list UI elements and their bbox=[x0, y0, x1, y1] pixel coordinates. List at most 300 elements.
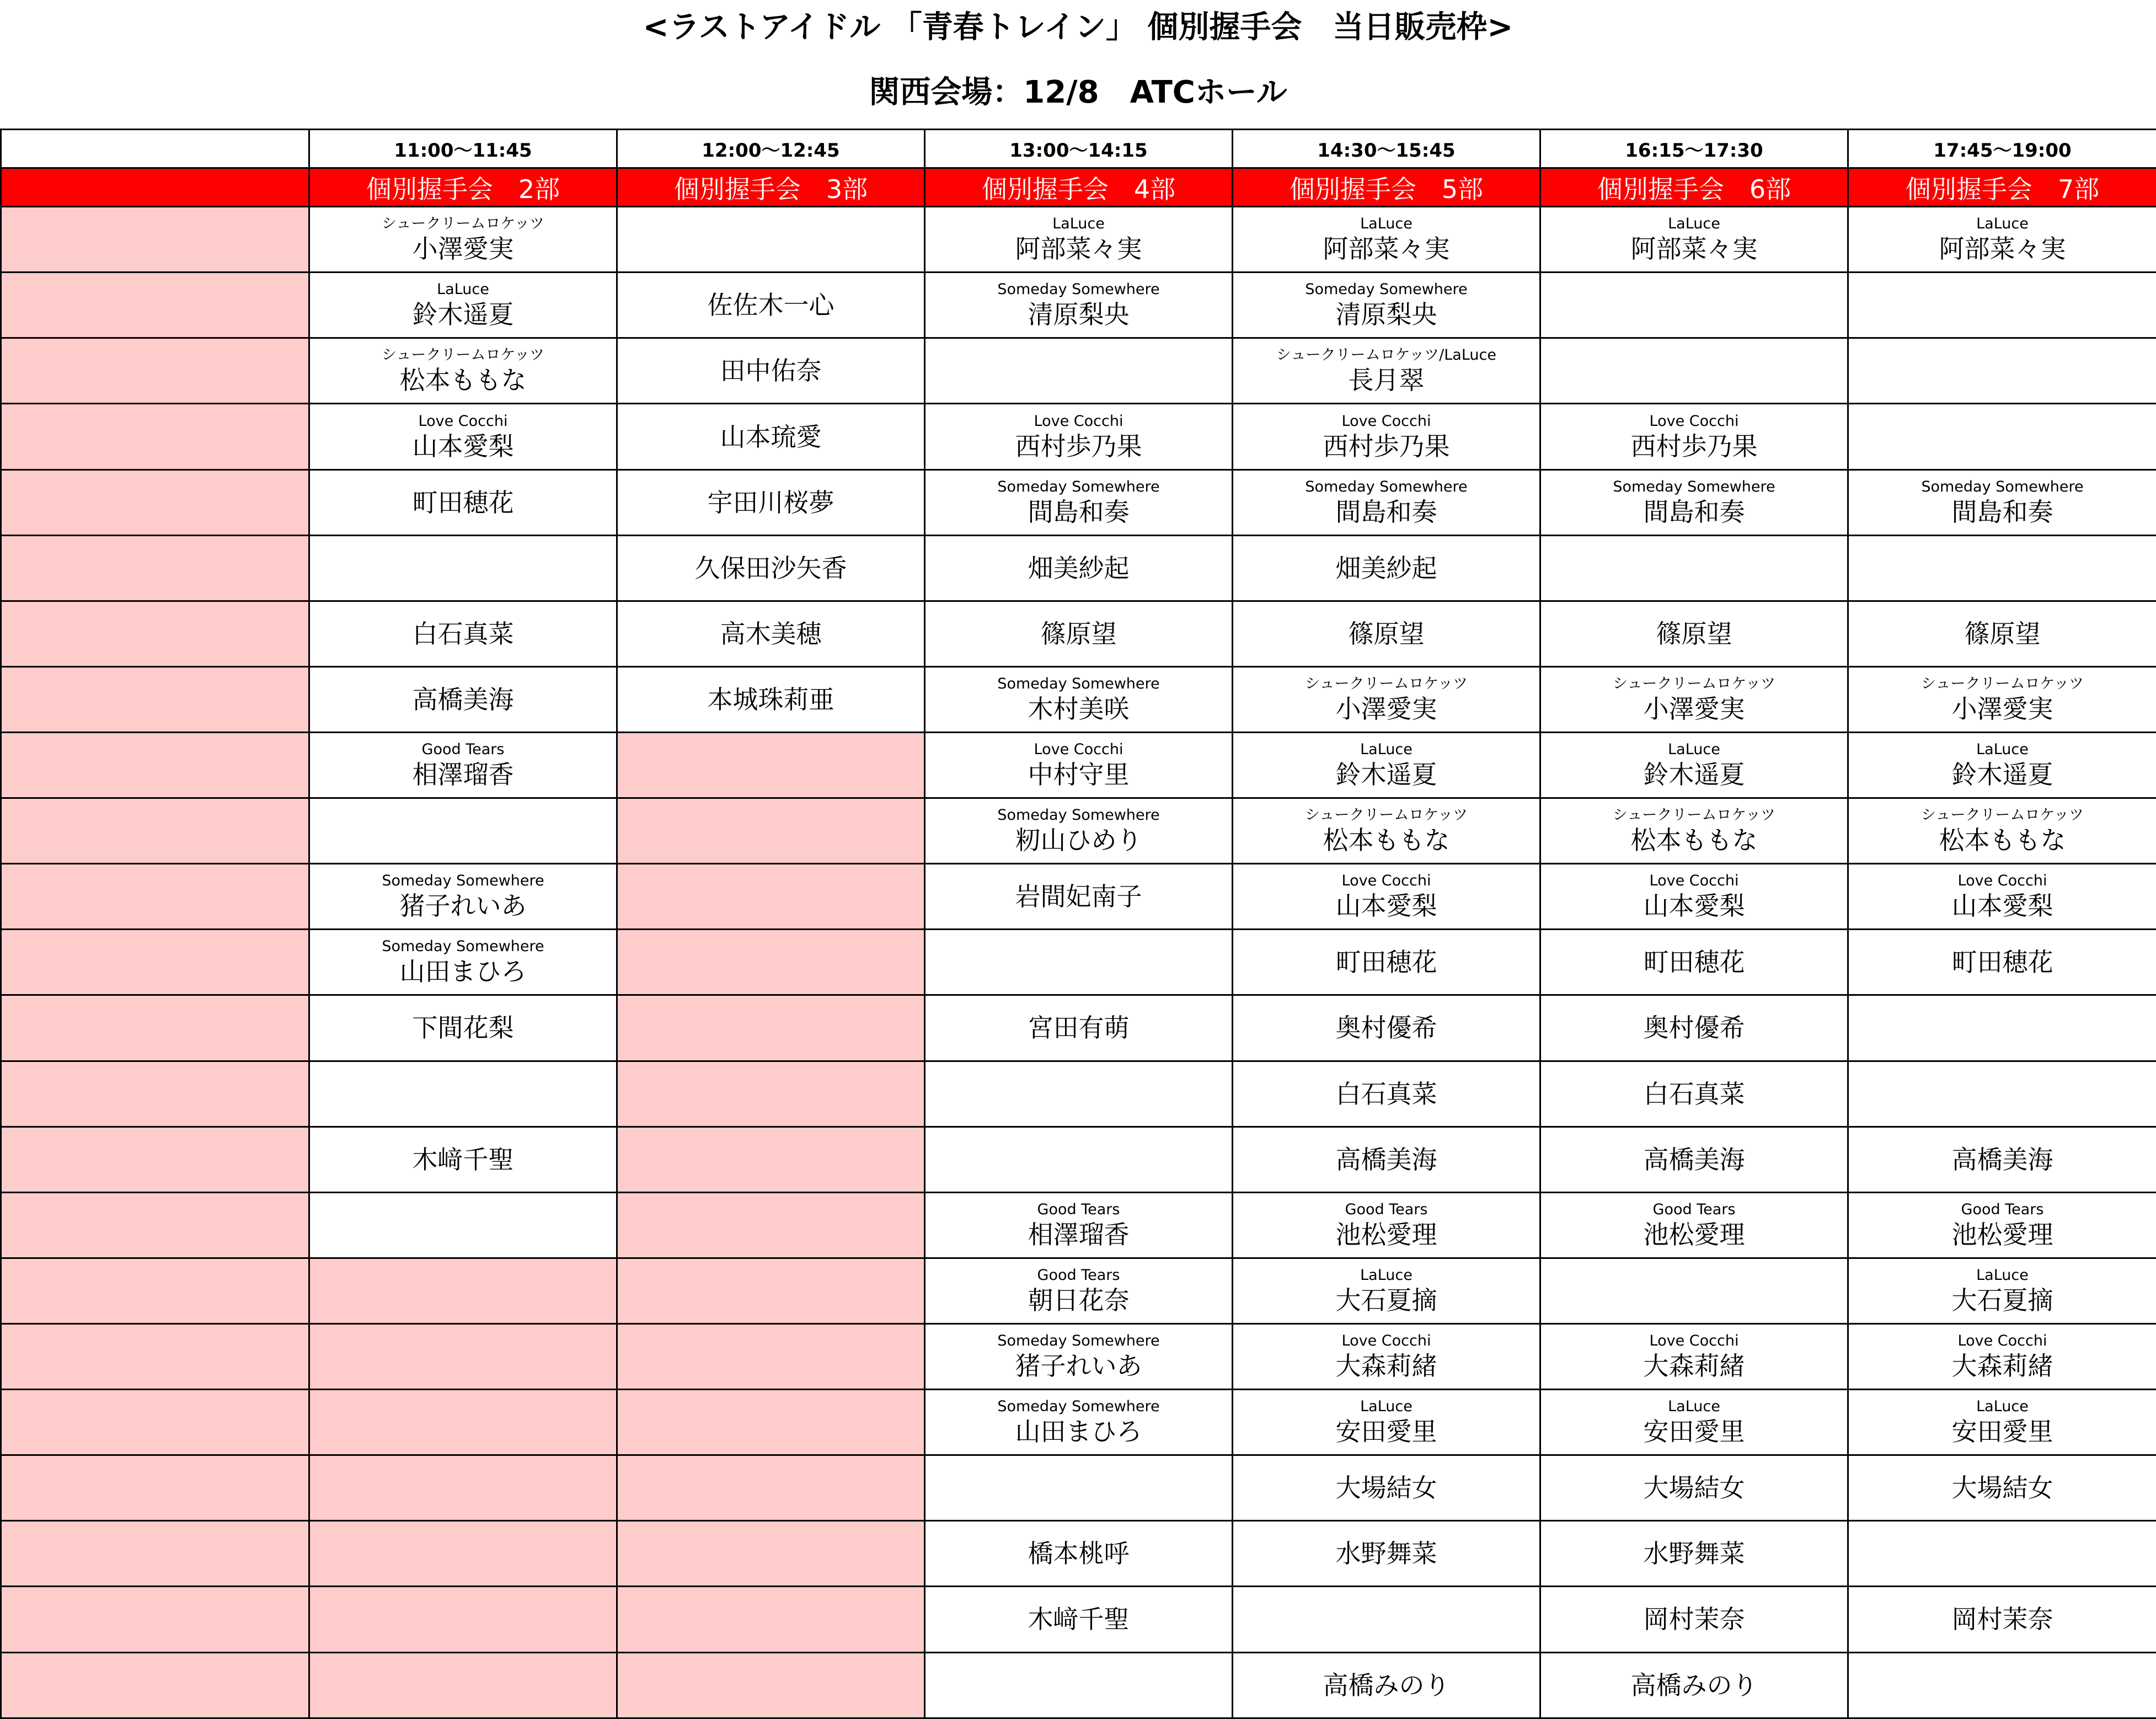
time-header-row bbox=[1, 130, 2156, 168]
member-name: 相澤瑠香 bbox=[412, 760, 514, 790]
unavailable-slot-cell bbox=[1, 1652, 309, 1718]
table-row bbox=[1, 1521, 2156, 1587]
table-row bbox=[1, 273, 2156, 338]
slot-cell bbox=[1848, 273, 2156, 338]
unavailable-slot-cell bbox=[617, 798, 925, 864]
slot-cell bbox=[1540, 535, 1848, 601]
slot-cell bbox=[925, 798, 1233, 864]
unavailable-slot-cell bbox=[1, 1127, 309, 1192]
slot-cell bbox=[1233, 535, 1540, 601]
unavailable-slot-cell bbox=[617, 930, 925, 995]
unavailable-slot-cell bbox=[617, 1652, 925, 1718]
slot-cell bbox=[1233, 469, 1540, 535]
slot-cell bbox=[1233, 404, 1540, 469]
unavailable-slot-cell bbox=[1, 207, 309, 273]
slot-cell bbox=[1848, 1455, 2156, 1521]
member-name: 本城珠莉亜 bbox=[707, 684, 834, 714]
member-name: 篠原望 bbox=[1964, 618, 2041, 649]
slot-cell bbox=[925, 1521, 1233, 1587]
group-label: シュークリームロケッツ bbox=[1304, 675, 1468, 692]
table-row bbox=[1, 601, 2156, 666]
slot-cell bbox=[1540, 601, 1848, 666]
time-header-cell: 16:15～17:30 bbox=[1540, 130, 1848, 168]
slot-cell bbox=[925, 1192, 1233, 1258]
member-name: 阿部菜々実 bbox=[1015, 234, 1142, 264]
slot-cell bbox=[617, 666, 925, 732]
member-name: 岡村茉奈 bbox=[1643, 1604, 1745, 1635]
slot-cell bbox=[1540, 1455, 1848, 1521]
slot-cell bbox=[309, 798, 617, 864]
member-name: 山本愛梨 bbox=[1643, 891, 1745, 921]
slot-cell bbox=[1848, 1323, 2156, 1389]
group-label: Love Cocchi bbox=[1957, 1332, 2047, 1350]
slot-cell bbox=[1848, 338, 2156, 404]
slot-cell bbox=[1233, 1455, 1540, 1521]
slot-cell bbox=[309, 404, 617, 469]
slot-cell bbox=[925, 1127, 1233, 1192]
member-name: 大場結女 bbox=[1335, 1473, 1437, 1503]
unavailable-slot-cell bbox=[309, 1323, 617, 1389]
slot-cell bbox=[617, 535, 925, 601]
slot-cell bbox=[1848, 1258, 2156, 1323]
unavailable-slot-cell bbox=[617, 995, 925, 1061]
member-name: 間島和奏 bbox=[1028, 497, 1130, 527]
group-label: シュークリームロケッツ bbox=[381, 215, 545, 233]
member-name: 大森莉緒 bbox=[1643, 1351, 1745, 1381]
slot-cell bbox=[925, 995, 1233, 1061]
slot-cell bbox=[1848, 1652, 2156, 1718]
member-name: 山本愛梨 bbox=[412, 431, 514, 461]
slot-cell bbox=[309, 273, 617, 338]
schedule-table bbox=[0, 129, 2156, 1719]
unavailable-slot-cell bbox=[617, 1455, 925, 1521]
group-label: シュークリームロケッツ bbox=[1920, 675, 2084, 692]
group-label: Love Cocchi bbox=[1341, 872, 1431, 890]
slot-cell bbox=[1848, 864, 2156, 930]
slot-cell bbox=[1848, 1587, 2156, 1652]
slot-cell bbox=[1540, 1652, 1848, 1718]
slot-cell bbox=[1540, 1323, 1848, 1389]
unavailable-slot-cell bbox=[617, 1192, 925, 1258]
member-name: 阿部菜々実 bbox=[1939, 234, 2066, 264]
group-label: Love Cocchi bbox=[418, 412, 508, 430]
slot-cell bbox=[1540, 469, 1848, 535]
group-label: シュークリームロケッツ bbox=[1304, 807, 1468, 824]
member-name: 町田穂花 bbox=[1951, 947, 2053, 978]
table-row bbox=[1, 338, 2156, 404]
slot-cell bbox=[309, 864, 617, 930]
member-name: 篠原望 bbox=[1656, 618, 1732, 649]
group-label: LaLuce bbox=[1360, 215, 1413, 233]
table-row bbox=[1, 1587, 2156, 1652]
unavailable-slot-cell bbox=[309, 1587, 617, 1652]
group-label: Good Tears bbox=[421, 741, 505, 759]
member-name: 高橋美海 bbox=[412, 684, 514, 714]
unavailable-slot-cell bbox=[309, 1258, 617, 1323]
member-name: 小澤愛実 bbox=[1335, 693, 1437, 724]
slot-cell bbox=[1540, 666, 1848, 732]
slot-cell bbox=[925, 666, 1233, 732]
slot-cell bbox=[1848, 1390, 2156, 1455]
member-name: 西村歩乃果 bbox=[1015, 431, 1142, 461]
member-name: 白石真菜 bbox=[412, 618, 514, 649]
table-row bbox=[1, 798, 2156, 864]
member-name: 大場結女 bbox=[1951, 1473, 2053, 1503]
group-label: Good Tears bbox=[1652, 1200, 1736, 1218]
member-name: 山本琉愛 bbox=[720, 421, 822, 452]
member-name: 大石夏摘 bbox=[1335, 1285, 1437, 1315]
slot-cell bbox=[1848, 798, 2156, 864]
unavailable-slot-cell bbox=[1, 404, 309, 469]
group-label: Good Tears bbox=[1037, 1200, 1120, 1218]
slot-cell bbox=[309, 995, 617, 1061]
member-name: 大石夏摘 bbox=[1951, 1285, 2053, 1315]
slot-cell bbox=[309, 1061, 617, 1127]
unavailable-slot-cell bbox=[617, 1258, 925, 1323]
slot-cell bbox=[617, 601, 925, 666]
slot-cell bbox=[1233, 733, 1540, 798]
group-label: Someday Somewhere bbox=[1305, 478, 1468, 495]
member-name: 山田まひろ bbox=[1015, 1417, 1142, 1447]
member-name: 田中佑奈 bbox=[720, 356, 822, 386]
slot-cell bbox=[1848, 404, 2156, 469]
group-label: LaLuce bbox=[1360, 1266, 1413, 1284]
member-name: 間島和奏 bbox=[1643, 497, 1745, 527]
slot-cell bbox=[925, 535, 1233, 601]
slot-cell bbox=[309, 207, 617, 273]
slot-cell bbox=[1540, 733, 1848, 798]
unavailable-slot-cell bbox=[1, 1192, 309, 1258]
member-name: 畑美紗起 bbox=[1335, 553, 1437, 583]
table-row bbox=[1, 1455, 2156, 1521]
member-name: 高橋みのり bbox=[1323, 1670, 1450, 1700]
unavailable-slot-cell bbox=[1, 666, 309, 732]
page-subtitle: 関西会場：12/8 ATCホール bbox=[869, 74, 1287, 110]
group-label: LaLuce bbox=[1976, 1266, 2029, 1284]
slot-cell bbox=[1540, 1061, 1848, 1127]
slot-cell bbox=[1848, 1192, 2156, 1258]
group-label: LaLuce bbox=[437, 281, 489, 298]
unavailable-slot-cell bbox=[617, 1323, 925, 1389]
slot-cell bbox=[1848, 1127, 2156, 1192]
slot-cell bbox=[309, 666, 617, 732]
slot-cell bbox=[1540, 995, 1848, 1061]
member-name: 鈴木遥夏 bbox=[1335, 760, 1437, 790]
member-name: 木﨑千聖 bbox=[412, 1144, 514, 1175]
group-label: シュークリームロケッツ bbox=[1920, 807, 2084, 824]
table-row bbox=[1, 207, 2156, 273]
table-row bbox=[1, 995, 2156, 1061]
member-name: 畑美紗起 bbox=[1028, 553, 1130, 583]
slot-cell bbox=[1233, 1390, 1540, 1455]
unavailable-slot-cell bbox=[1, 469, 309, 535]
part-header-cell: 個別握手会 6部 bbox=[1540, 168, 1848, 207]
member-name: 篠原望 bbox=[1348, 618, 1425, 649]
unavailable-slot-cell bbox=[617, 864, 925, 930]
group-label: Someday Somewhere bbox=[997, 1332, 1160, 1350]
slot-cell bbox=[1233, 273, 1540, 338]
unavailable-slot-cell bbox=[1, 273, 309, 338]
member-name: 山本愛梨 bbox=[1951, 891, 2053, 921]
group-label: シュークリームロケッツ bbox=[1612, 675, 1776, 692]
slot-cell bbox=[1540, 404, 1848, 469]
unavailable-slot-cell bbox=[1, 1323, 309, 1389]
member-name: 橋本桃呼 bbox=[1028, 1539, 1130, 1569]
group-label: Someday Somewhere bbox=[997, 1398, 1160, 1416]
member-name: 高橋美海 bbox=[1335, 1144, 1437, 1175]
part-header-row bbox=[1, 168, 2156, 207]
group-label: LaLuce bbox=[1668, 215, 1720, 233]
member-name: 町田穂花 bbox=[1335, 947, 1437, 978]
slot-cell bbox=[1848, 995, 2156, 1061]
member-name: 鈴木遥夏 bbox=[1951, 760, 2053, 790]
member-name: 西村歩乃果 bbox=[1323, 431, 1450, 461]
member-name: 松本ももな bbox=[1630, 825, 1758, 856]
member-name: 高橋みのり bbox=[1630, 1670, 1758, 1700]
group-label: LaLuce bbox=[1976, 215, 2029, 233]
member-name: 相澤瑠香 bbox=[1028, 1219, 1130, 1250]
unavailable-slot-cell bbox=[1, 1390, 309, 1455]
group-label: Someday Somewhere bbox=[1921, 478, 2084, 495]
slot-cell bbox=[1233, 1587, 1540, 1652]
member-name: 奥村優希 bbox=[1643, 1013, 1745, 1043]
slot-cell bbox=[1233, 666, 1540, 732]
slot-cell bbox=[925, 1587, 1233, 1652]
member-name: 猪子れいあ bbox=[399, 891, 527, 921]
slot-cell bbox=[617, 469, 925, 535]
member-name: 白石真菜 bbox=[1335, 1079, 1437, 1109]
slot-cell bbox=[309, 535, 617, 601]
part-header-cell: 個別握手会 4部 bbox=[925, 168, 1233, 207]
slot-cell bbox=[925, 1652, 1233, 1718]
table-row bbox=[1, 1258, 2156, 1323]
member-name: 高橋美海 bbox=[1643, 1144, 1745, 1175]
member-name: 宇田川桜夢 bbox=[707, 487, 834, 517]
member-name: 岩間妃南子 bbox=[1015, 882, 1142, 912]
member-name: 松本ももな bbox=[1939, 825, 2066, 856]
group-label: LaLuce bbox=[1668, 741, 1720, 759]
slot-cell bbox=[1233, 798, 1540, 864]
slot-cell bbox=[1233, 1127, 1540, 1192]
member-name: 阿部菜々実 bbox=[1630, 234, 1758, 264]
table-row bbox=[1, 535, 2156, 601]
member-name: 猪子れいあ bbox=[1015, 1351, 1142, 1381]
member-name: 松本ももな bbox=[399, 365, 527, 396]
table-row bbox=[1, 930, 2156, 995]
member-name: 高木美穂 bbox=[720, 618, 822, 649]
slot-cell bbox=[925, 1390, 1233, 1455]
unavailable-slot-cell bbox=[309, 1521, 617, 1587]
group-label: LaLuce bbox=[1360, 741, 1413, 759]
table-row bbox=[1, 1323, 2156, 1389]
slot-cell bbox=[1848, 1521, 2156, 1587]
member-name: 白石真菜 bbox=[1643, 1079, 1745, 1109]
slot-cell bbox=[1233, 995, 1540, 1061]
unavailable-slot-cell bbox=[1, 1061, 309, 1127]
table-row bbox=[1, 469, 2156, 535]
member-name: 池松愛理 bbox=[1643, 1219, 1745, 1250]
group-label: シュークリームロケッツ bbox=[381, 346, 545, 364]
group-label: LaLuce bbox=[1976, 741, 2029, 759]
member-name: 鈴木遥夏 bbox=[1643, 760, 1745, 790]
slot-cell bbox=[1233, 207, 1540, 273]
group-label: Someday Somewhere bbox=[997, 281, 1160, 298]
member-name: 松本ももな bbox=[1323, 825, 1450, 856]
unavailable-slot-cell bbox=[1, 535, 309, 601]
table-row bbox=[1, 1652, 2156, 1718]
member-name: 阿部菜々実 bbox=[1323, 234, 1450, 264]
part-header-cell bbox=[1, 168, 309, 207]
slot-cell bbox=[925, 1323, 1233, 1389]
unavailable-slot-cell bbox=[1, 1587, 309, 1652]
member-name: 朝日花奈 bbox=[1028, 1285, 1130, 1315]
slot-cell bbox=[309, 930, 617, 995]
unavailable-slot-cell bbox=[309, 1390, 617, 1455]
slot-cell bbox=[1540, 207, 1848, 273]
member-name: 町田穂花 bbox=[1643, 947, 1745, 978]
time-header-cell: 11:00～11:45 bbox=[309, 130, 617, 168]
slot-cell bbox=[1233, 1258, 1540, 1323]
slot-cell bbox=[1848, 207, 2156, 273]
member-name: 小澤愛実 bbox=[412, 234, 514, 264]
table-row bbox=[1, 1192, 2156, 1258]
slot-cell bbox=[925, 1061, 1233, 1127]
unavailable-slot-cell bbox=[617, 733, 925, 798]
slot-cell bbox=[1233, 1061, 1540, 1127]
slot-cell bbox=[1848, 930, 2156, 995]
group-label: Good Tears bbox=[1037, 1266, 1120, 1284]
member-name: 大場結女 bbox=[1643, 1473, 1745, 1503]
group-label: Someday Somewhere bbox=[1613, 478, 1775, 495]
unavailable-slot-cell bbox=[1, 995, 309, 1061]
slot-cell bbox=[1540, 273, 1848, 338]
unavailable-slot-cell bbox=[617, 1521, 925, 1587]
table-row bbox=[1, 666, 2156, 732]
slot-cell bbox=[1540, 798, 1848, 864]
slot-cell bbox=[1540, 864, 1848, 930]
part-header-cell: 個別握手会 2部 bbox=[309, 168, 617, 207]
group-label: Love Cocchi bbox=[1649, 1332, 1739, 1350]
group-label: Someday Somewhere bbox=[997, 675, 1160, 692]
unavailable-slot-cell bbox=[309, 1652, 617, 1718]
table-row bbox=[1, 1127, 2156, 1192]
group-label: Someday Somewhere bbox=[997, 807, 1160, 824]
unavailable-slot-cell bbox=[617, 1061, 925, 1127]
slot-cell bbox=[1233, 1192, 1540, 1258]
slot-cell bbox=[1540, 1258, 1848, 1323]
member-name: 清原梨央 bbox=[1335, 300, 1437, 330]
time-header-cell: 14:30～15:45 bbox=[1233, 130, 1540, 168]
group-label: LaLuce bbox=[1668, 1398, 1720, 1416]
slot-cell bbox=[1540, 1587, 1848, 1652]
slot-cell bbox=[1233, 1521, 1540, 1587]
slot-cell bbox=[1848, 733, 2156, 798]
time-header-cell: 17:45～19:00 bbox=[1848, 130, 2156, 168]
unavailable-slot-cell bbox=[1, 930, 309, 995]
slot-cell bbox=[925, 404, 1233, 469]
table-row bbox=[1, 404, 2156, 469]
member-name: 間島和奏 bbox=[1335, 497, 1437, 527]
group-label: Love Cocchi bbox=[1957, 872, 2047, 890]
slot-cell bbox=[1848, 469, 2156, 535]
time-header-cell bbox=[1, 130, 309, 168]
slot-cell bbox=[1540, 930, 1848, 995]
slot-cell bbox=[617, 207, 925, 273]
group-label: Love Cocchi bbox=[1034, 412, 1124, 430]
slot-cell bbox=[925, 1455, 1233, 1521]
slot-cell bbox=[925, 469, 1233, 535]
part-header-cell: 個別握手会 7部 bbox=[1848, 168, 2156, 207]
unavailable-slot-cell bbox=[617, 1127, 925, 1192]
member-name: 鈴木遥夏 bbox=[412, 300, 514, 330]
member-name: 大森莉緒 bbox=[1335, 1351, 1437, 1381]
member-name: 長月翠 bbox=[1348, 365, 1425, 396]
group-label: シュークリームロケッツ/LaLuce bbox=[1276, 346, 1496, 364]
unavailable-slot-cell bbox=[1, 864, 309, 930]
slot-cell bbox=[925, 207, 1233, 273]
member-name: 西村歩乃果 bbox=[1630, 431, 1758, 461]
group-label: Good Tears bbox=[1961, 1200, 2044, 1218]
table-row bbox=[1, 1390, 2156, 1455]
slot-cell bbox=[1233, 1652, 1540, 1718]
group-label: Someday Somewhere bbox=[382, 938, 544, 955]
group-label: LaLuce bbox=[1052, 215, 1105, 233]
slot-cell bbox=[309, 469, 617, 535]
group-label: Love Cocchi bbox=[1034, 741, 1124, 759]
member-name: 池松愛理 bbox=[1335, 1219, 1437, 1250]
unavailable-slot-cell bbox=[1, 1258, 309, 1323]
member-name: 間島和奏 bbox=[1951, 497, 2053, 527]
member-name: 高橋美海 bbox=[1951, 1144, 2053, 1175]
unavailable-slot-cell bbox=[309, 1455, 617, 1521]
member-name: 水野舞菜 bbox=[1643, 1539, 1745, 1569]
slot-cell bbox=[309, 601, 617, 666]
slot-cell bbox=[1233, 864, 1540, 930]
member-name: 篠原望 bbox=[1040, 618, 1117, 649]
unavailable-slot-cell bbox=[1, 1521, 309, 1587]
member-name: 水野舞菜 bbox=[1335, 1539, 1437, 1569]
page-title: <ラストアイドル 「青春トレイン」 個別握手会 当日販売枠> bbox=[643, 9, 1513, 45]
slot-cell bbox=[1848, 666, 2156, 732]
slot-cell bbox=[617, 404, 925, 469]
unavailable-slot-cell bbox=[617, 1587, 925, 1652]
slot-cell bbox=[309, 1192, 617, 1258]
group-label: Someday Somewhere bbox=[1305, 281, 1468, 298]
table-row bbox=[1, 1061, 2156, 1127]
group-label: LaLuce bbox=[1360, 1398, 1413, 1416]
member-name: 下間花梨 bbox=[412, 1013, 514, 1043]
slot-cell bbox=[309, 1127, 617, 1192]
group-label: Love Cocchi bbox=[1341, 1332, 1431, 1350]
group-label: シュークリームロケッツ bbox=[1612, 807, 1776, 824]
group-label: Someday Somewhere bbox=[382, 872, 544, 890]
time-header-cell: 13:00～14:15 bbox=[925, 130, 1233, 168]
slot-cell bbox=[1233, 930, 1540, 995]
member-name: 清原梨央 bbox=[1028, 300, 1130, 330]
group-label: Love Cocchi bbox=[1649, 412, 1739, 430]
member-name: 久保田沙矢香 bbox=[694, 553, 847, 583]
unavailable-slot-cell bbox=[1, 601, 309, 666]
slot-cell bbox=[1540, 1127, 1848, 1192]
table-row bbox=[1, 864, 2156, 930]
member-name: 大森莉緒 bbox=[1951, 1351, 2053, 1381]
group-label: Love Cocchi bbox=[1649, 872, 1739, 890]
slot-cell bbox=[1233, 1323, 1540, 1389]
part-header-cell: 個別握手会 3部 bbox=[617, 168, 925, 207]
slot-cell bbox=[925, 273, 1233, 338]
member-name: 中村守里 bbox=[1028, 760, 1130, 790]
slot-cell bbox=[617, 338, 925, 404]
